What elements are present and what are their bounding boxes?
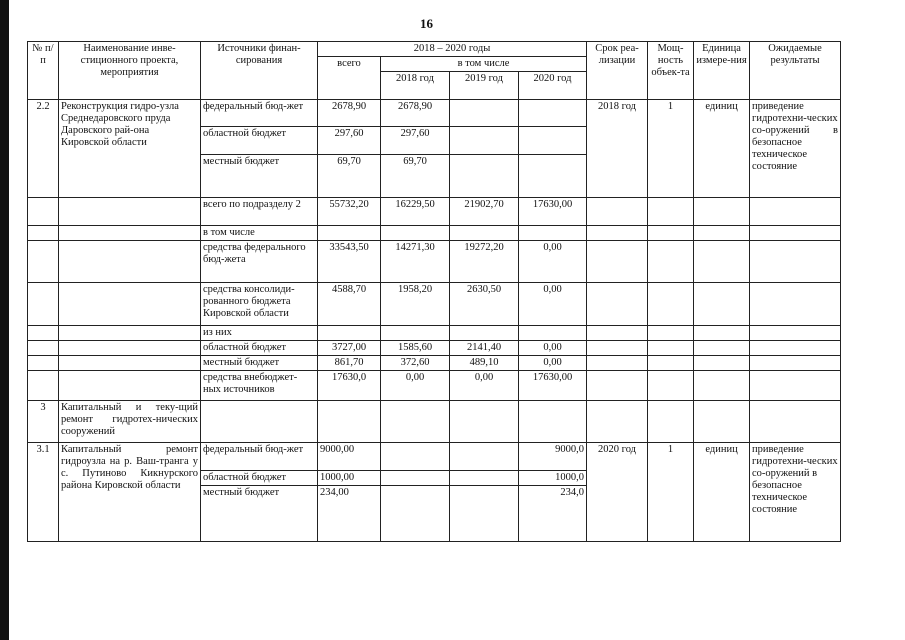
header-years: 2018 – 2020 годы	[318, 42, 587, 57]
value-2019	[450, 471, 519, 486]
value-2020: 0,00	[519, 241, 587, 283]
value-total: 55732,20	[318, 198, 381, 226]
value-2018: 69,70	[381, 155, 450, 198]
header-2018: 2018 год	[381, 72, 450, 100]
table-row	[28, 198, 841, 226]
row-num: 3.1	[28, 443, 59, 542]
value-2018: 0,00	[381, 371, 450, 401]
value-total: 69,70	[318, 155, 381, 198]
value-2018: 14271,30	[381, 241, 450, 283]
value-2019: 2141,40	[450, 341, 519, 356]
table-row	[28, 100, 841, 127]
source: местный бюджет	[201, 356, 318, 371]
table-row	[28, 401, 841, 443]
source: областной бюджет	[201, 341, 318, 356]
header-2019: 2019 год	[450, 72, 519, 100]
value-2018: 1585,60	[381, 341, 450, 356]
value-2020: 0,00	[519, 341, 587, 356]
value-2019	[450, 155, 519, 198]
section-name: Капитальный и теку-щий ремонт гидротех-нических сооружений	[59, 401, 201, 443]
value-2018	[381, 471, 450, 486]
subtotal-label: всего по подразделу 2	[201, 198, 318, 226]
value-2020	[519, 100, 587, 127]
value-2019: 489,10	[450, 356, 519, 371]
source: федеральный бюд-жет	[201, 100, 318, 127]
power: 1	[648, 443, 694, 542]
value-2020	[519, 155, 587, 198]
value-2018: 372,60	[381, 356, 450, 371]
value-total: 2678,90	[318, 100, 381, 127]
value-2018: 297,60	[381, 127, 450, 155]
header-unit: Единица измере-ния	[694, 42, 750, 100]
header-2020: 2020 год	[519, 72, 587, 100]
value-2018: 2678,90	[381, 100, 450, 127]
source: федеральный бюд-жет	[201, 443, 318, 471]
value-2019: 2630,50	[450, 283, 519, 326]
unit: единиц	[694, 100, 750, 198]
value-2019: 19272,20	[450, 241, 519, 283]
source: местный бюджет	[201, 486, 318, 542]
value-total: 3727,00	[318, 341, 381, 356]
header-num: № п/п	[28, 42, 59, 100]
unit: единиц	[694, 443, 750, 542]
header-name: Наименование инве-стиционного проекта, мероприятия	[59, 42, 201, 100]
project-name: Капитальный ремонт гидроузла на р. Ваш-транга у с. Путиново Кикнурского района Кировской области	[59, 443, 201, 542]
value-2020: 0,00	[519, 283, 587, 326]
term: 2020 год	[587, 443, 648, 542]
value-2019	[450, 486, 519, 542]
table-row	[28, 241, 841, 283]
value-total: 234,00	[318, 486, 381, 542]
source: средства консолиди-рованного бюджета Кировской области	[201, 283, 318, 326]
value-total: 1000,00	[318, 471, 381, 486]
value-2020: 17630,00	[519, 198, 587, 226]
table-row	[28, 226, 841, 241]
source: местный бюджет	[201, 155, 318, 198]
value-2019	[450, 127, 519, 155]
header-sources: Источники финан-сирования	[201, 42, 318, 100]
source: средства внебюджет-ных источников	[201, 371, 318, 401]
value-total: 9000,00	[318, 443, 381, 471]
value-2019: 0,00	[450, 371, 519, 401]
project-name: Реконструкция гидро-узла Среднедаровского пруда Даровского рай-она Кировской области	[59, 100, 201, 198]
table-row	[28, 326, 841, 341]
source: средства федерального бюд-жета	[201, 241, 318, 283]
value-2020: 9000,0	[519, 443, 587, 471]
value-total: 17630,0	[318, 371, 381, 401]
table-row	[28, 283, 841, 326]
header-incl: в том числе	[381, 57, 587, 72]
value-2020: 1000,0	[519, 471, 587, 486]
scan-edge-bar	[0, 0, 9, 640]
table-row	[28, 356, 841, 371]
result: приведение гидротехни-ческих со-оружений в безопасное техническое состояние	[750, 100, 841, 198]
incl-label: в том числе	[201, 226, 318, 241]
value-2020: 17630,00	[519, 371, 587, 401]
value-total: 861,70	[318, 356, 381, 371]
value-total: 4588,70	[318, 283, 381, 326]
header-term: Срок реа-лизации	[587, 42, 648, 100]
value-2019	[450, 443, 519, 471]
table-row	[28, 341, 841, 356]
value-2018: 16229,50	[381, 198, 450, 226]
value-2019: 21902,70	[450, 198, 519, 226]
row-num: 2.2	[28, 100, 59, 198]
term: 2018 год	[587, 100, 648, 198]
power: 1	[648, 100, 694, 198]
source: областной бюджет	[201, 471, 318, 486]
page-number: 16	[420, 16, 433, 31]
value-total: 297,60	[318, 127, 381, 155]
result: приведение гидротехни-ческих со-оружений в безопасное техническое состояние	[750, 443, 841, 542]
value-2018	[381, 486, 450, 542]
value-2019	[450, 100, 519, 127]
header-power: Мощ-ность объек-та	[648, 42, 694, 100]
row-num: 3	[28, 401, 59, 443]
investment-table	[27, 41, 841, 542]
source: областной бюджет	[201, 127, 318, 155]
table-row	[28, 443, 841, 471]
value-2020: 0,00	[519, 356, 587, 371]
table-row	[28, 371, 841, 401]
value-total: 33543,50	[318, 241, 381, 283]
header-row	[28, 42, 841, 57]
of-them-label: из них	[201, 326, 318, 341]
header-total: всего	[318, 57, 381, 100]
value-2020	[519, 127, 587, 155]
value-2018: 1958,20	[381, 283, 450, 326]
value-2018	[381, 443, 450, 471]
header-result: Ожидаемые результаты	[750, 42, 841, 100]
value-2020: 234,0	[519, 486, 587, 542]
